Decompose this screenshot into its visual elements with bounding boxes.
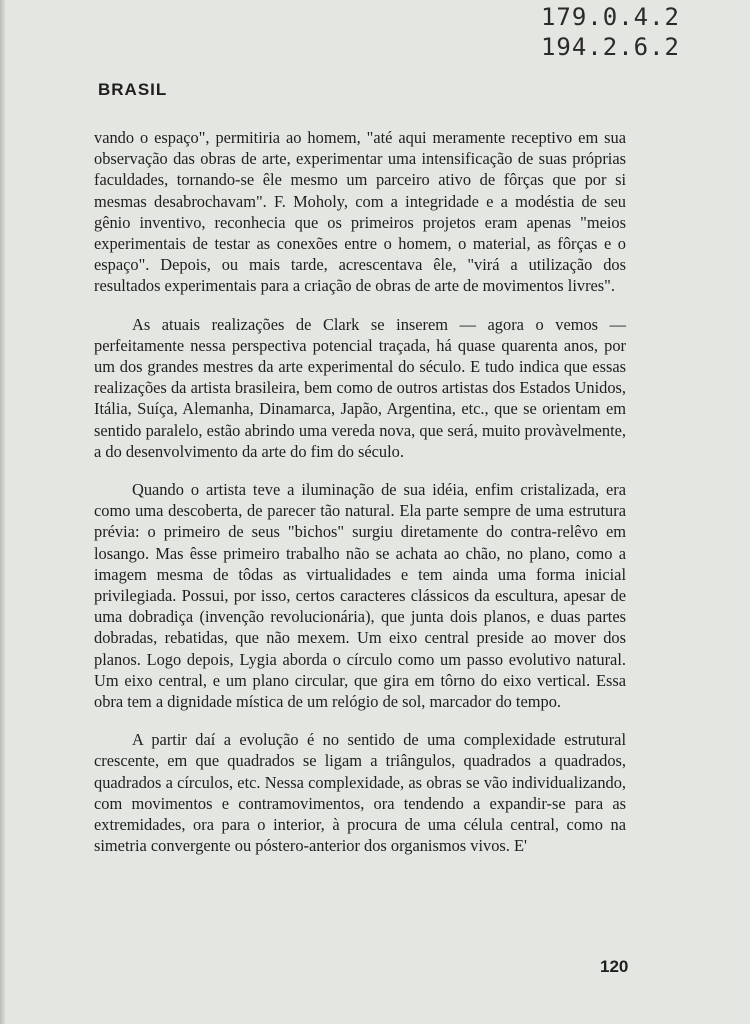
page-number: 120 — [600, 957, 629, 976]
handwritten-catalog-numbers — [541, 2, 680, 62]
page-fold-shadow — [0, 0, 6, 1024]
paragraph-1: vando o espaço", permitiria ao homem, "até aqui meramente receptivo em sua observação das obras de arte, experimentar uma intensificação de suas próprias faculdades, tornando-se êle mesmo um parceiro ativo de fôrças que por si mesmas desabrochavam". F. Moholy, com a integridade e a modéstia de seu gênio inventivo, reconhecia que os primeiros projetos eram apenas "meios experimentais de testar as conexões entre o homem, o material, as fôrças e o espaço". Depois, ou mais tarde, acrescentava êle, "virá a utilização dos resultados experimentais para a criação de obras de arte de movimentos livres". — [94, 128, 626, 296]
running-header: BRASIL — [98, 80, 168, 99]
handwritten-line-1: 179.0.4.2 — [540, 3, 680, 31]
handwritten-line-2: 194.2.6.2 — [540, 33, 680, 61]
paragraph-2: As atuais realizações de Clark se inserem — agora o vemos — perfeitamente nessa perspectiva potencial traçada, há quase quarenta anos, por um dos grandes mestres da arte experimental do século. E tudo indica que essas realizações da artista brasileira, bem como de outros artistas dos Estados Unidos, Itália, Suíça, Alemanha, Dinamarca, Japão, Argentina, etc., que se orientam em sentido paralelo, estão abrindo uma vereda nova, que será, muito provàvelmente, a do desenvolvimento da arte do fim do século. — [94, 314, 626, 461]
body-text — [94, 127, 626, 874]
paragraph-3: Quando o artista teve a iluminação de sua idéia, enfim cristalizada, era como uma descoberta, de parecer tão natural. Ela parte sempre de uma estrutura prévia: o primeiro de seus "bichos" surgiu diretamente do contra-relêvo em losango. Mas êsse primeiro trabalho não se achata ao chão, no plano, como a imagem mesma de tôdas as virtualidades e tem ainda uma forma inicial privilegiada. Possui, por isso, certos caracteres clássicos da escultura, apesar de uma dobradiça (invenção revolucionária), que junta dois planos, e duas partes dobradas, rebatidas, que não mexem. Um eixo central preside ao mover dos planos. Logo depois, Lygia aborda o círculo como um passo evolutivo natural. Um eixo central, e um plano circular, que gira em tôrno do eixo vertical. Essa obra tem a dignidade mística de um relógio de sol, marcador do tempo. — [94, 480, 626, 712]
paragraph-4: A partir daí a evolução é no sentido de uma complexidade estrutural crescente, em que quadrados se ligam a triângulos, quadrados a quadrados, quadrados a círculos, etc. Nessa complexidade, as obras se vão individualizando, com movimentos e contramovimentos, ora tendendo a expandir-se para as extremidades, ora para o interior, à procura de uma célula central, como na simetria convergente ou póstero-anterior dos organismos vivos. E' — [94, 730, 626, 856]
